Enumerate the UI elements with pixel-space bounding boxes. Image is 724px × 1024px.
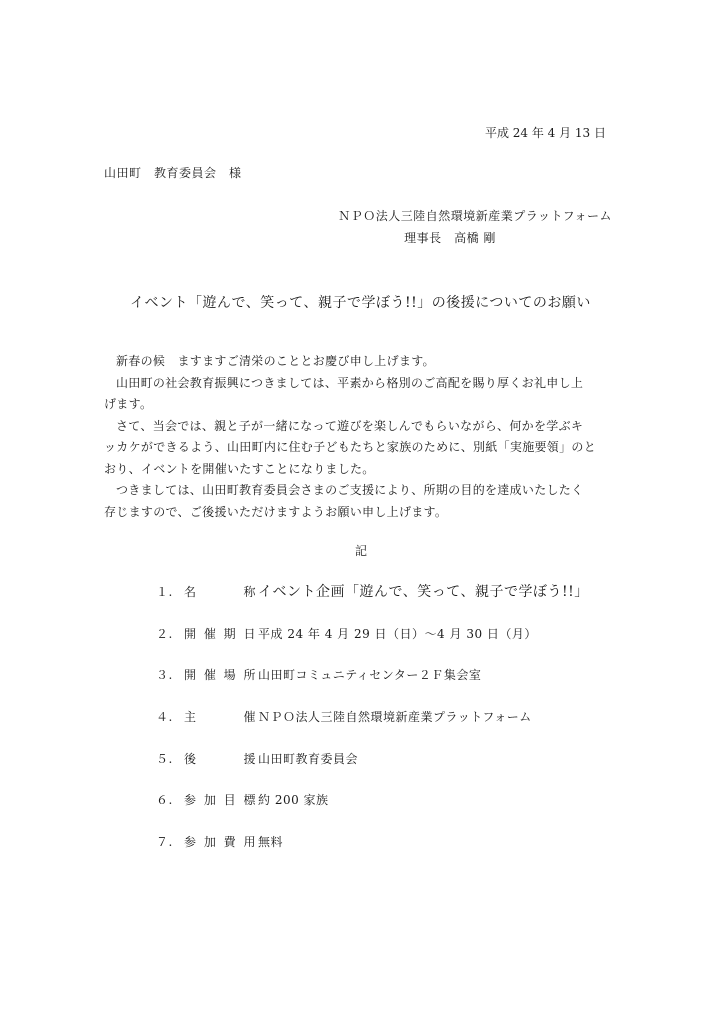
item-value: 山田町教育委員会: [258, 751, 359, 766]
letter-recipient: 山田町 教育委員会 様: [104, 166, 242, 180]
item-number: ３.: [156, 668, 173, 683]
body-line: 山田町の社会教育振興につきましては、平素から格別のご高配を賜り厚くお礼申し上: [116, 375, 584, 390]
item-number: ５.: [156, 751, 173, 766]
item-value: イベント企画「遊んで、笑って、親子で学ぼう!!」: [258, 584, 589, 600]
letter-subject: イベント「遊んで、笑って、親子で学ぼう!!」の後援についてのお願い: [130, 295, 591, 311]
body-line: おり、イベントを開催いたすことになりました。: [104, 461, 375, 476]
list-item: [156, 666, 606, 708]
body-line: げます。: [104, 397, 153, 411]
body-line: さて、当会では、親と子が一緒になって遊びを楽しんでもらいながら、何かを学ぶキ: [116, 418, 584, 433]
item-value: ＮＰＯ法人三陸自然環境新産業プラットフォーム: [258, 710, 532, 725]
list-item: [156, 750, 606, 792]
item-value: 山田町コミュニティセンター２Ｆ集会室: [258, 668, 482, 683]
list-item: [156, 625, 606, 667]
item-number: ４.: [156, 710, 173, 725]
item-value: 無料: [258, 835, 284, 850]
list-item: [156, 708, 606, 750]
sender-name: 理事長 高橋 剛: [404, 231, 496, 245]
body-line: つきましては、山田町教育委員会さまのご支援により、所期の目的を達成いたしたく: [116, 483, 584, 497]
details-list: [156, 583, 606, 875]
item-label: 主 催: [184, 710, 256, 725]
item-label: 名 称: [184, 585, 256, 599]
sender-organization: ＮＰＯ法人三陸自然環境新産業プラットフォーム: [338, 209, 612, 223]
item-number: １.: [156, 585, 173, 599]
list-item: [156, 833, 606, 875]
body-line: ッカケができるよう、山田町内に住む子どもたちと家族のために、別紙「実施要領」のと: [104, 440, 597, 454]
letter-date: 平成 24 年 4 月 13 日: [484, 126, 606, 140]
item-number: ７.: [156, 835, 173, 850]
item-value: 平成 24 年 4 月 29 日（日）～4 月 30 日（月）: [258, 626, 537, 641]
item-label: 参加費用: [184, 835, 256, 850]
body-line: 存じますので、ご後援いただけますようお願い申し上げます。: [104, 504, 448, 519]
letter-body: [104, 351, 624, 523]
ki-heading: 記: [355, 544, 368, 558]
body-line: 新春の候 ますますご清栄のこととお慶び申し上げます。: [116, 354, 435, 368]
item-label: 参加目標: [184, 793, 256, 808]
list-item: [156, 791, 606, 833]
list-item: [156, 583, 606, 625]
item-number: ２.: [156, 626, 173, 641]
item-label: 開催期日: [184, 626, 256, 641]
item-value: 約 200 家族: [258, 793, 329, 808]
item-number: ６.: [156, 793, 173, 808]
item-label: 開催場所: [184, 668, 256, 683]
item-label: 後 援: [184, 751, 256, 766]
